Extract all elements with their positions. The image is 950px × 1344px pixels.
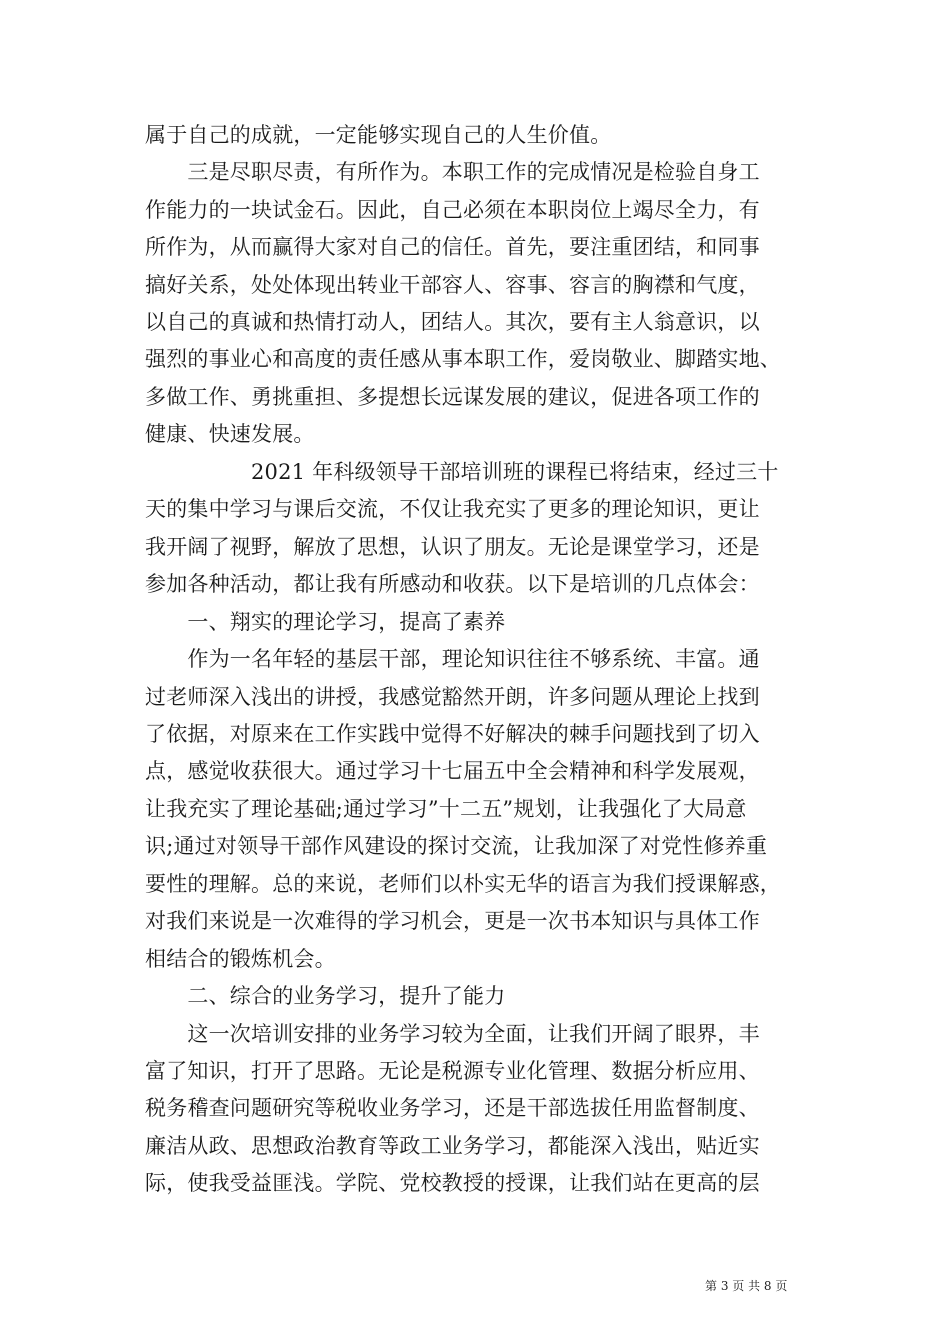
text-line-13: 参加各种活动，都让我有所感动和收获。以下是培训的几点体会： <box>145 572 760 596</box>
text-line-7: 强烈的事业心和高度的责任感从事本职工作，爱岗敬业、脚踏实地、 <box>145 347 781 371</box>
text-line-19: 让我充实了理论基础;通过学习”十二五”规划，让我强化了大局意 <box>145 797 747 821</box>
text-line-4: 所作为，从而赢得大家对自己的信任。首先，要注重团结，和同事 <box>145 235 760 259</box>
text-line-20: 识;通过对领导干部作风建设的探讨交流，让我加深了对党性修养重 <box>145 834 768 858</box>
text-line-9: 健康、快速发展。 <box>145 422 315 446</box>
text-line-23: 相结合的锻炼机会。 <box>145 947 336 971</box>
text-line-16: 过老师深入浅出的讲授，我感觉豁然开朗，许多问题从理论上找到 <box>145 685 760 709</box>
text-line-11: 天的集中学习与课后交流，不仅让我充实了更多的理论知识，更让 <box>145 497 760 521</box>
text-line-22: 对我们来说是一次难得的学习机会，更是一次书本知识与具体工作 <box>145 909 760 933</box>
text-line-17: 了依据，对原来在工作实践中觉得不好解决的棘手问题找到了切入 <box>145 722 760 746</box>
text-line-10: 2021 年科级领导干部培训班的课程已将结束，经过三十 <box>145 460 779 484</box>
text-line-8: 多做工作、勇挑重担、多提想长远谋发展的建议，促进各项工作的 <box>145 385 760 409</box>
text-line-1: 属于自己的成就，一定能够实现自己的人生价值。 <box>145 123 612 147</box>
text-line-26: 富了知识，打开了思路。无论是税源专业化管理、数据分析应用、 <box>145 1059 760 1083</box>
text-line-12: 我开阔了视野，解放了思想，认识了朋友。无论是课堂学习，还是 <box>145 535 760 559</box>
text-line-27: 税务稽查问题研究等税收业务学习，还是干部选拔任用监督制度、 <box>145 1096 760 1120</box>
page-indicator: 第 3 页 共 8 页 <box>705 1279 788 1293</box>
section-heading-2: 二、综合的业务学习，提升了能力 <box>145 984 506 1008</box>
text-line-28: 廉洁从政、思想政治教育等政工业务学习，都能深入浅出，贴近实 <box>145 1134 760 1158</box>
text-line-18: 点，感觉收获很大。通过学习十七届五中全会精神和科学发展观， <box>145 759 760 783</box>
text-line-15: 作为一名年轻的基层干部，理论知识往往不够系统、丰富。通 <box>145 647 760 671</box>
text-line-5: 搞好关系，处处体现出转业干部容人、容事、容言的胸襟和气度， <box>145 273 760 297</box>
section-heading-1: 一、翔实的理论学习，提高了素养 <box>145 610 506 634</box>
text-line-25: 这一次培训安排的业务学习较为全面，让我们开阔了眼界，丰 <box>145 1022 760 1046</box>
text-line-2: 三是尽职尽责，有所作为。本职工作的完成情况是检验自身工 <box>145 160 760 184</box>
text-line-29: 际，使我受益匪浅。学院、党校教授的授课，让我们站在更高的层 <box>145 1171 760 1195</box>
text-line-6: 以自己的真诚和热情打动人，团结人。其次，要有主人翁意识，以 <box>145 310 760 334</box>
text-line-21: 要性的理解。总的来说，老师们以朴实无华的语言为我们授课解惑， <box>145 872 781 896</box>
text-line-3: 作能力的一块试金石。因此，自己必须在本职岗位上竭尽全力，有 <box>145 198 760 222</box>
